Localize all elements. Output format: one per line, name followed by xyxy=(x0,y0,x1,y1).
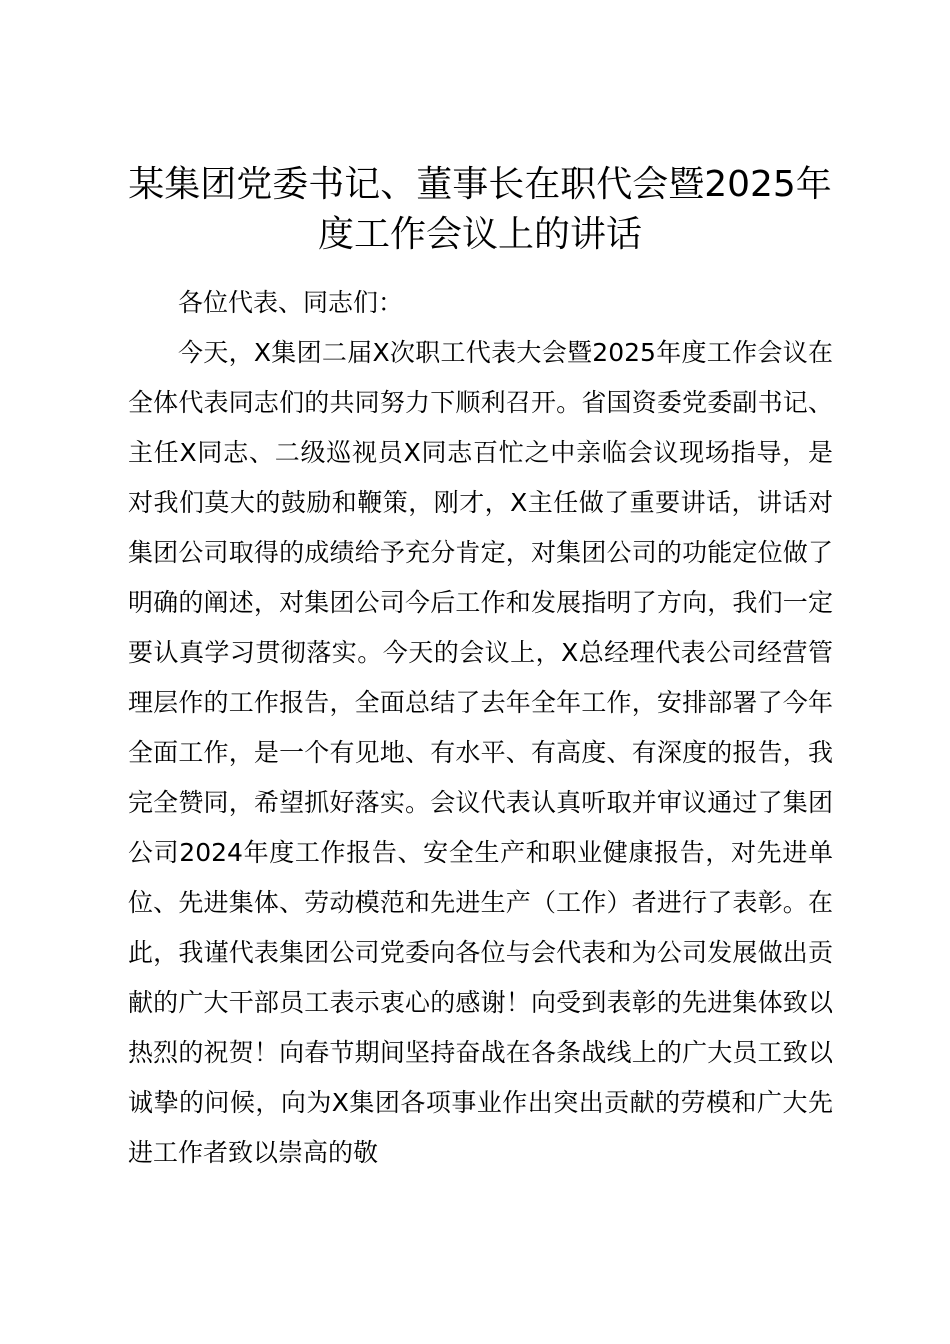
body-paragraph: 今天，X集团二届X次职工代表大会暨2025年度工作会议在全体代表同志们的共同努力下顺利召开。省国资委党委副书记、主任X同志、二级巡视员X同志百忙之中亲临会议现场指导，是对我们莫大的鼓励和鞭策，刚才，X主任做了重要讲话，讲话对集团公司取得的成绩给予充分肯定，对集团公司的功能定位做了明确的阐述，对集团公司今后工作和发展指明了方向，我们一定要认真学习贯彻落实。今天的会议上，X总经理代表公司经营管理层作的工作报告，全面总结了去年全年工作，安排部署了今年全面工作，是一个有见地、有水平、有高度、有深度的报告，我完全赞同，希望抓好落实。会议代表认真听取并审议通过了集团公司2024年度工作报告、安全生产和职业健康报告，对先进单位、先进集体、劳动模范和先进生产（工作）者进行了表彰。在此，我谨代表集团公司党委向各位与会代表和为公司发展做出贡献的广大干部员工表示衷心的感谢！向受到表彰的先进集体致以热烈的祝贺！向春节期间坚持奋战在各条战线上的广大员工致以诚挚的问候，向为X集团各项事业作出突出贡献的劳模和广大先进工作者致以崇高的敬 xyxy=(128,338,833,1167)
document-title: 某集团党委书记、董事长在职代会暨2025年度工作会议上的讲话 xyxy=(128,164,832,255)
salutation: 各位代表、同志们： xyxy=(178,288,404,317)
document-body xyxy=(128,278,833,1178)
